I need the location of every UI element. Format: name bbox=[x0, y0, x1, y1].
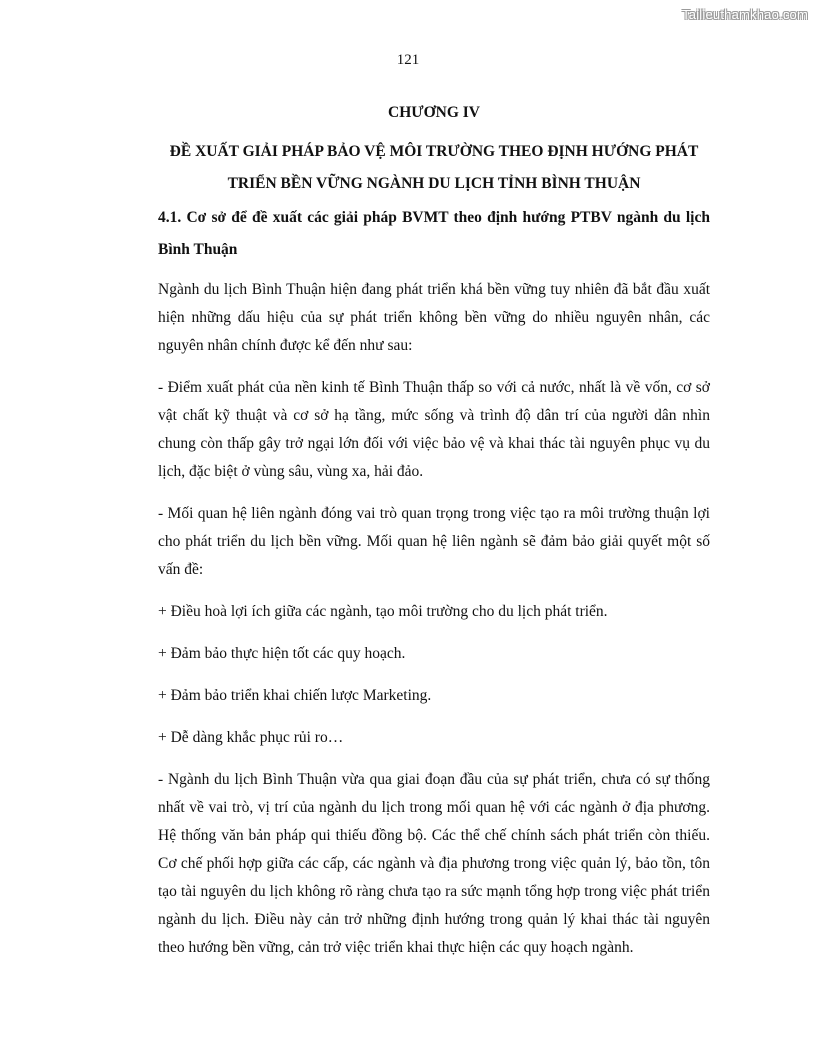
list-item-harmonize-interests: + Điều hoà lợi ích giữa các ngành, tạo môi trường cho du lịch phát triển. bbox=[158, 603, 608, 620]
list-item-planning: + Đảm bảo thực hiện tốt các quy hoạch. bbox=[158, 645, 406, 662]
paragraph-intro: Ngành du lịch Bình Thuận hiện đang phát triển khá bền vững tuy nhiên đã bắt đầu xuất hiện những dấu hiệu của sự phát triển không bền vững do nhiều nguyên nhân, các nguyên nhân chính được kể đến như sau: bbox=[158, 281, 710, 354]
list-item-risk: + Dễ dàng khắc phục rủi ro… bbox=[158, 729, 344, 746]
page-number: 121 bbox=[396, 52, 420, 68]
chapter-label: CHƯƠNG IV bbox=[388, 104, 480, 121]
section-heading: 4.1. Cơ sở để đề xuất các giải pháp BVMT theo định hướng PTBV ngành du lịch Bình Thuận bbox=[158, 209, 710, 258]
page-content bbox=[158, 104, 710, 976]
paragraph-economic-starting-point: - Điểm xuất phát của nền kinh tế Bình Thuận thấp so với cả nước, nhất là về vốn, cơ sở vật chất kỹ thuật và cơ sở hạ tầng, mức sống và trình độ dân trí của người dân nhìn chung còn thấp gây trở ngại lớn đối với việc bảo vệ và khai thác tài nguyên phục vụ du lịch, đặc biệt ở vùng sâu, vùng xa, hải đảo. bbox=[158, 379, 710, 480]
paragraph-interdisciplinary-relations: - Mối quan hệ liên ngành đóng vai trò quan trọng trong việc tạo ra môi trường thuận lợi cho phát triển du lịch bền vững. Mối quan hệ liên ngành sẽ đảm bảo giải quyết một số vấn đề: bbox=[158, 505, 710, 578]
list-item-marketing: + Đảm bảo triển khai chiến lược Marketing. bbox=[158, 687, 432, 704]
chapter-title: ĐỀ XUẤT GIẢI PHÁP BẢO VỆ MÔI TRƯỜNG THEO ĐỊNH HƯỚNG PHÁT TRIỂN BỀN VỮNG NGÀNH DU LỊCH TỈNH BÌNH THUẬN bbox=[169, 143, 699, 192]
watermark: Tailieuthamkhao.com bbox=[682, 7, 808, 22]
paragraph-institutional-issues: - Ngành du lịch Bình Thuận vừa qua giai đoạn đầu của sự phát triển, chưa có sự thống nhất về vai trò, vị trí của ngành du lịch trong mối quan hệ với các ngành ở địa phương. Hệ thống văn bản pháp qui thiếu đồng bộ. Các thể chế chính sách phát triển còn thiếu. Cơ chế phối hợp giữa các cấp, các ngành và địa phương trong việc quản lý, bảo tồn, tôn tạo tài nguyên du lịch không rõ ràng chưa tạo ra sức mạnh tổng hợp trong việc phát triển ngành du lịch. Điều này cản trở những định hướng trong quản lý khai thác tài nguyên theo hướng bền vững, cản trở việc triển khai thực hiện các quy hoạch ngành. bbox=[158, 771, 710, 956]
